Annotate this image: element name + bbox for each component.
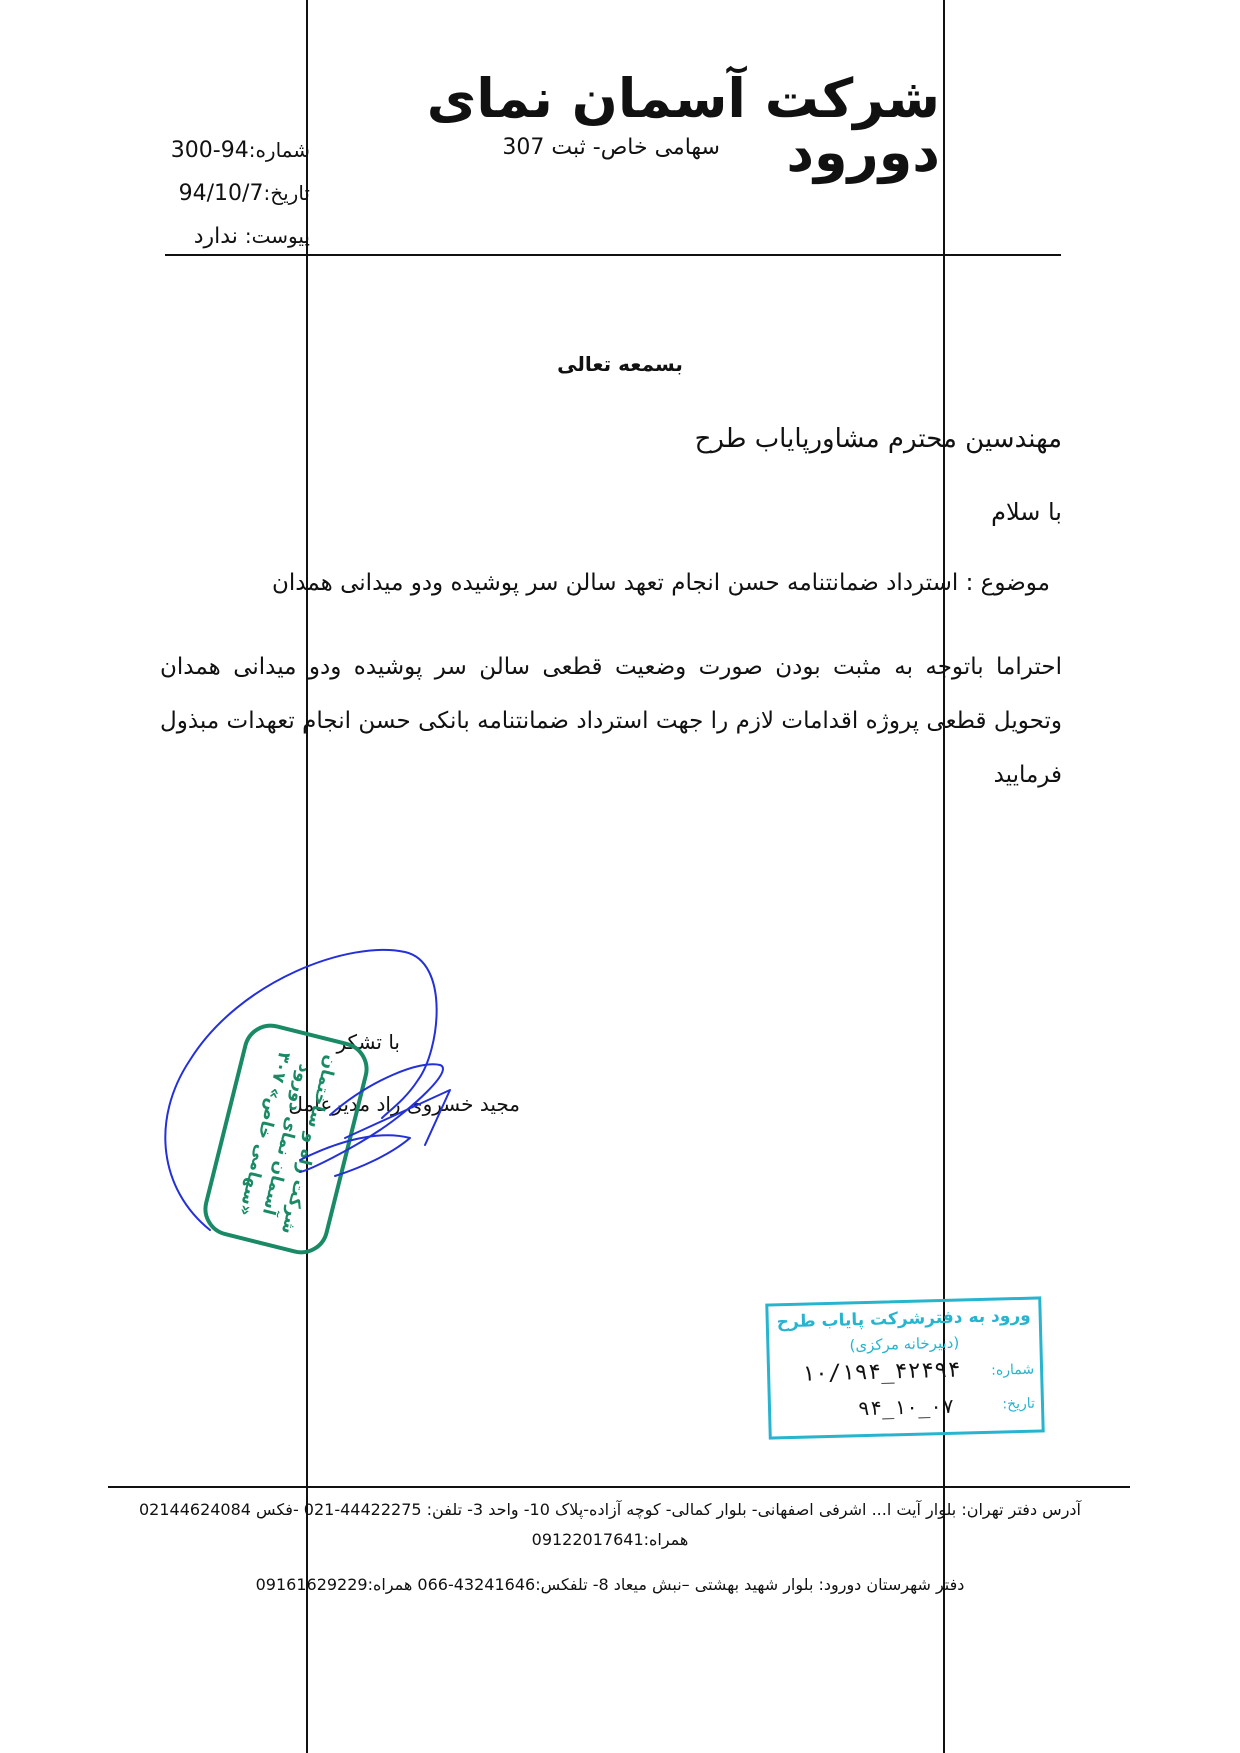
attachment-label: پیوست: bbox=[244, 224, 310, 248]
receipt-number-label: شماره: bbox=[990, 1361, 1035, 1379]
letter-date-value: 94/10/7 bbox=[178, 181, 264, 206]
scan-line-left bbox=[306, 0, 308, 1753]
footer-mobile: همراه:09122017641 bbox=[531, 1530, 689, 1549]
receipt-date-label: تاریخ: bbox=[1002, 1395, 1036, 1413]
subject-line bbox=[230, 570, 1050, 596]
letter-body: احتراما باتوجه به مثبت بودن صورت وضعیت قطعی سالن سر پوشیده ودو میدانی همدان وتحویل قطعی پروژه اقدامات لازم را جهت استرداد ضمانتنامه بانکی حسن انجام تعهدات مبذول فرمایید bbox=[160, 654, 1062, 788]
subject-label: موضوع : bbox=[965, 570, 1050, 596]
letter-number bbox=[160, 140, 310, 162]
receipt-number-value: ۱۰/۱۹۴_۴۲۴۹۴ bbox=[801, 1357, 961, 1387]
letter-number-label: شماره: bbox=[248, 138, 310, 162]
signer-name: مجید خسروی راد مدیرعامل bbox=[288, 1092, 520, 1116]
receipt-date-value: ۹۴_۱۰_۰۷ bbox=[857, 1393, 955, 1421]
greeting: با سلام bbox=[991, 498, 1062, 526]
company-stamp-text: شرکت راه و ساختمان آسمان نمای دورود «سهامی خاص» ۳۰۷ bbox=[234, 1049, 341, 1237]
footer-dorud-address: دفتر شهرستان دورود: بلوار شهید بهشتی –نبش میعاد 8- تلفکس:43241646-066 همراه:09161629229 bbox=[255, 1575, 965, 1594]
header-divider bbox=[165, 254, 1061, 256]
scan-line-right bbox=[943, 0, 945, 1753]
handwritten-signature bbox=[150, 940, 610, 1270]
receipt-stamp bbox=[765, 1296, 1044, 1439]
recipient: مهندسین محترم مشاورپایاب طرح bbox=[694, 424, 1062, 454]
letter-date-label: تاریخ: bbox=[263, 181, 310, 205]
closing: با تشکر bbox=[336, 1030, 400, 1054]
receipt-stamp-subtitle: (دبیرخانه مرکزی) bbox=[849, 1333, 960, 1355]
company-name: شرکت آسمان نمای دورود bbox=[426, 67, 940, 184]
footer-tehran-address: آدرس دفتر تهران: بلوار آیت ا... اشرفی اصفهانی- بلوار کمالی- کوچه آزاده-پلاک 10- واحد 3- تلفن: 44422275-021 -فکس 02144624084 bbox=[138, 1500, 1081, 1519]
subject-text: استرداد ضمانتنامه حسن انجام تعهد سالن سر پوشیده ودو میدانی همدان bbox=[272, 570, 959, 596]
invocation: بسمعه تعالی bbox=[557, 352, 683, 376]
receipt-stamp-title: ورود به دفترشرکت پایاب طرح bbox=[776, 1305, 1031, 1333]
letter-attachment bbox=[160, 226, 310, 248]
letter-number-value: 94-300 bbox=[170, 138, 249, 163]
footer-divider bbox=[108, 1486, 1130, 1488]
attachment-value: ندارد bbox=[193, 224, 238, 249]
letter-date bbox=[160, 183, 310, 205]
company-registration: سهامی خاص- ثبت 307 bbox=[502, 135, 720, 160]
